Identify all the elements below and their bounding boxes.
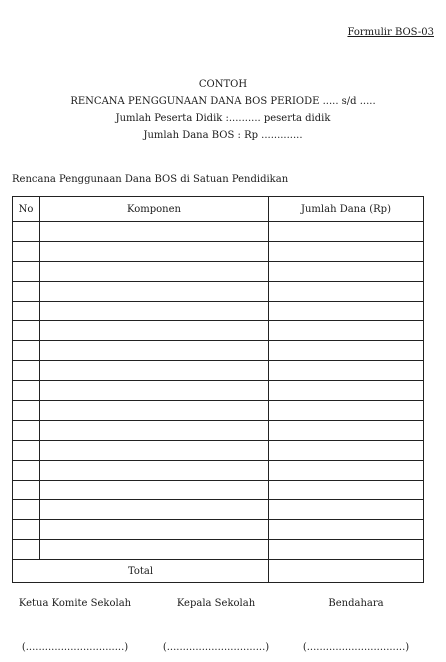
table-row [13,222,424,242]
row-komponen-cell[interactable] [40,321,269,341]
row-jumlah-cell[interactable] [269,520,424,540]
form-code: Formulir BOS-03 [347,27,434,38]
row-jumlah-cell[interactable] [269,480,424,500]
table-row [13,341,424,361]
table-row [13,301,424,321]
row-jumlah-cell[interactable] [269,500,424,520]
row-no-cell[interactable] [13,321,40,341]
table-row [13,381,424,401]
row-no-cell[interactable] [13,261,40,281]
row-komponen-cell[interactable] [40,540,269,560]
row-jumlah-cell[interactable] [269,341,424,361]
signature-blank-treasurer: (...............................) [302,642,410,653]
row-jumlah-cell[interactable] [269,241,424,261]
table-row [13,440,424,460]
row-jumlah-cell[interactable] [269,222,424,242]
row-komponen-cell[interactable] [40,301,269,321]
row-no-cell[interactable] [13,222,40,242]
row-jumlah-cell[interactable] [269,381,424,401]
total-value-cell[interactable] [269,560,424,583]
row-no-cell[interactable] [13,440,40,460]
signer-role-treasurer: Bendahara [328,598,384,609]
budget-table [12,196,424,583]
table-row [13,361,424,381]
header-title: RENCANA PENGGUNAAN DANA BOS PERIODE ..... s/d ..... [70,96,376,107]
row-no-cell[interactable] [13,480,40,500]
row-komponen-cell[interactable] [40,381,269,401]
row-no-cell[interactable] [13,520,40,540]
row-no-cell[interactable] [13,500,40,520]
row-komponen-cell[interactable] [40,460,269,480]
row-komponen-cell[interactable] [40,222,269,242]
row-jumlah-cell[interactable] [269,440,424,460]
row-komponen-cell[interactable] [40,440,269,460]
row-komponen-cell[interactable] [40,520,269,540]
table-row [13,401,424,421]
row-komponen-cell[interactable] [40,281,269,301]
table-intro: Rencana Penggunaan Dana BOS di Satuan Pendidikan [12,174,289,185]
table-row [13,261,424,281]
header-fund-amount: Jumlah Dana BOS : Rp ............. [143,130,303,141]
row-komponen-cell[interactable] [40,261,269,281]
row-jumlah-cell[interactable] [269,261,424,281]
row-no-cell[interactable] [13,460,40,480]
total-label: Total [13,560,269,583]
row-no-cell[interactable] [13,341,40,361]
header-student-count: Jumlah Peserta Didik :.......... peserta didik [115,113,331,124]
row-jumlah-cell[interactable] [269,301,424,321]
table-row [13,540,424,560]
row-komponen-cell[interactable] [40,420,269,440]
row-jumlah-cell[interactable] [269,281,424,301]
row-komponen-cell[interactable] [40,480,269,500]
header-example-label: CONTOH [198,79,248,90]
signer-role-committee: Ketua Komite Sekolah [18,598,132,609]
row-jumlah-cell[interactable] [269,420,424,440]
row-komponen-cell[interactable] [40,241,269,261]
row-jumlah-cell[interactable] [269,460,424,480]
row-komponen-cell[interactable] [40,401,269,421]
table-row [13,281,424,301]
table-row [13,520,424,540]
signature-blank-committee: (...............................) [21,642,129,653]
table-row [13,321,424,341]
table-row [13,420,424,440]
header-no: No [13,197,40,222]
table-row [13,500,424,520]
row-no-cell[interactable] [13,540,40,560]
row-jumlah-cell[interactable] [269,401,424,421]
row-jumlah-cell[interactable] [269,361,424,381]
table-row [13,460,424,480]
document-header [0,76,446,144]
row-no-cell[interactable] [13,420,40,440]
signature-blank-principal: (...............................) [162,642,270,653]
header-komponen: Komponen [40,197,269,222]
total-row [13,560,424,583]
row-no-cell[interactable] [13,281,40,301]
row-jumlah-cell[interactable] [269,540,424,560]
header-jumlah-dana: Jumlah Dana (Rp) [269,197,424,222]
signer-roles [0,598,446,618]
table-row [13,480,424,500]
row-no-cell[interactable] [13,301,40,321]
row-no-cell[interactable] [13,361,40,381]
signer-role-principal: Kepala Sekolah [176,598,256,609]
row-komponen-cell[interactable] [40,361,269,381]
table-header-row [13,197,424,222]
row-no-cell[interactable] [13,401,40,421]
table-row [13,241,424,261]
row-no-cell[interactable] [13,241,40,261]
table-body [13,222,424,560]
row-komponen-cell[interactable] [40,341,269,361]
row-no-cell[interactable] [13,381,40,401]
row-jumlah-cell[interactable] [269,321,424,341]
row-komponen-cell[interactable] [40,500,269,520]
